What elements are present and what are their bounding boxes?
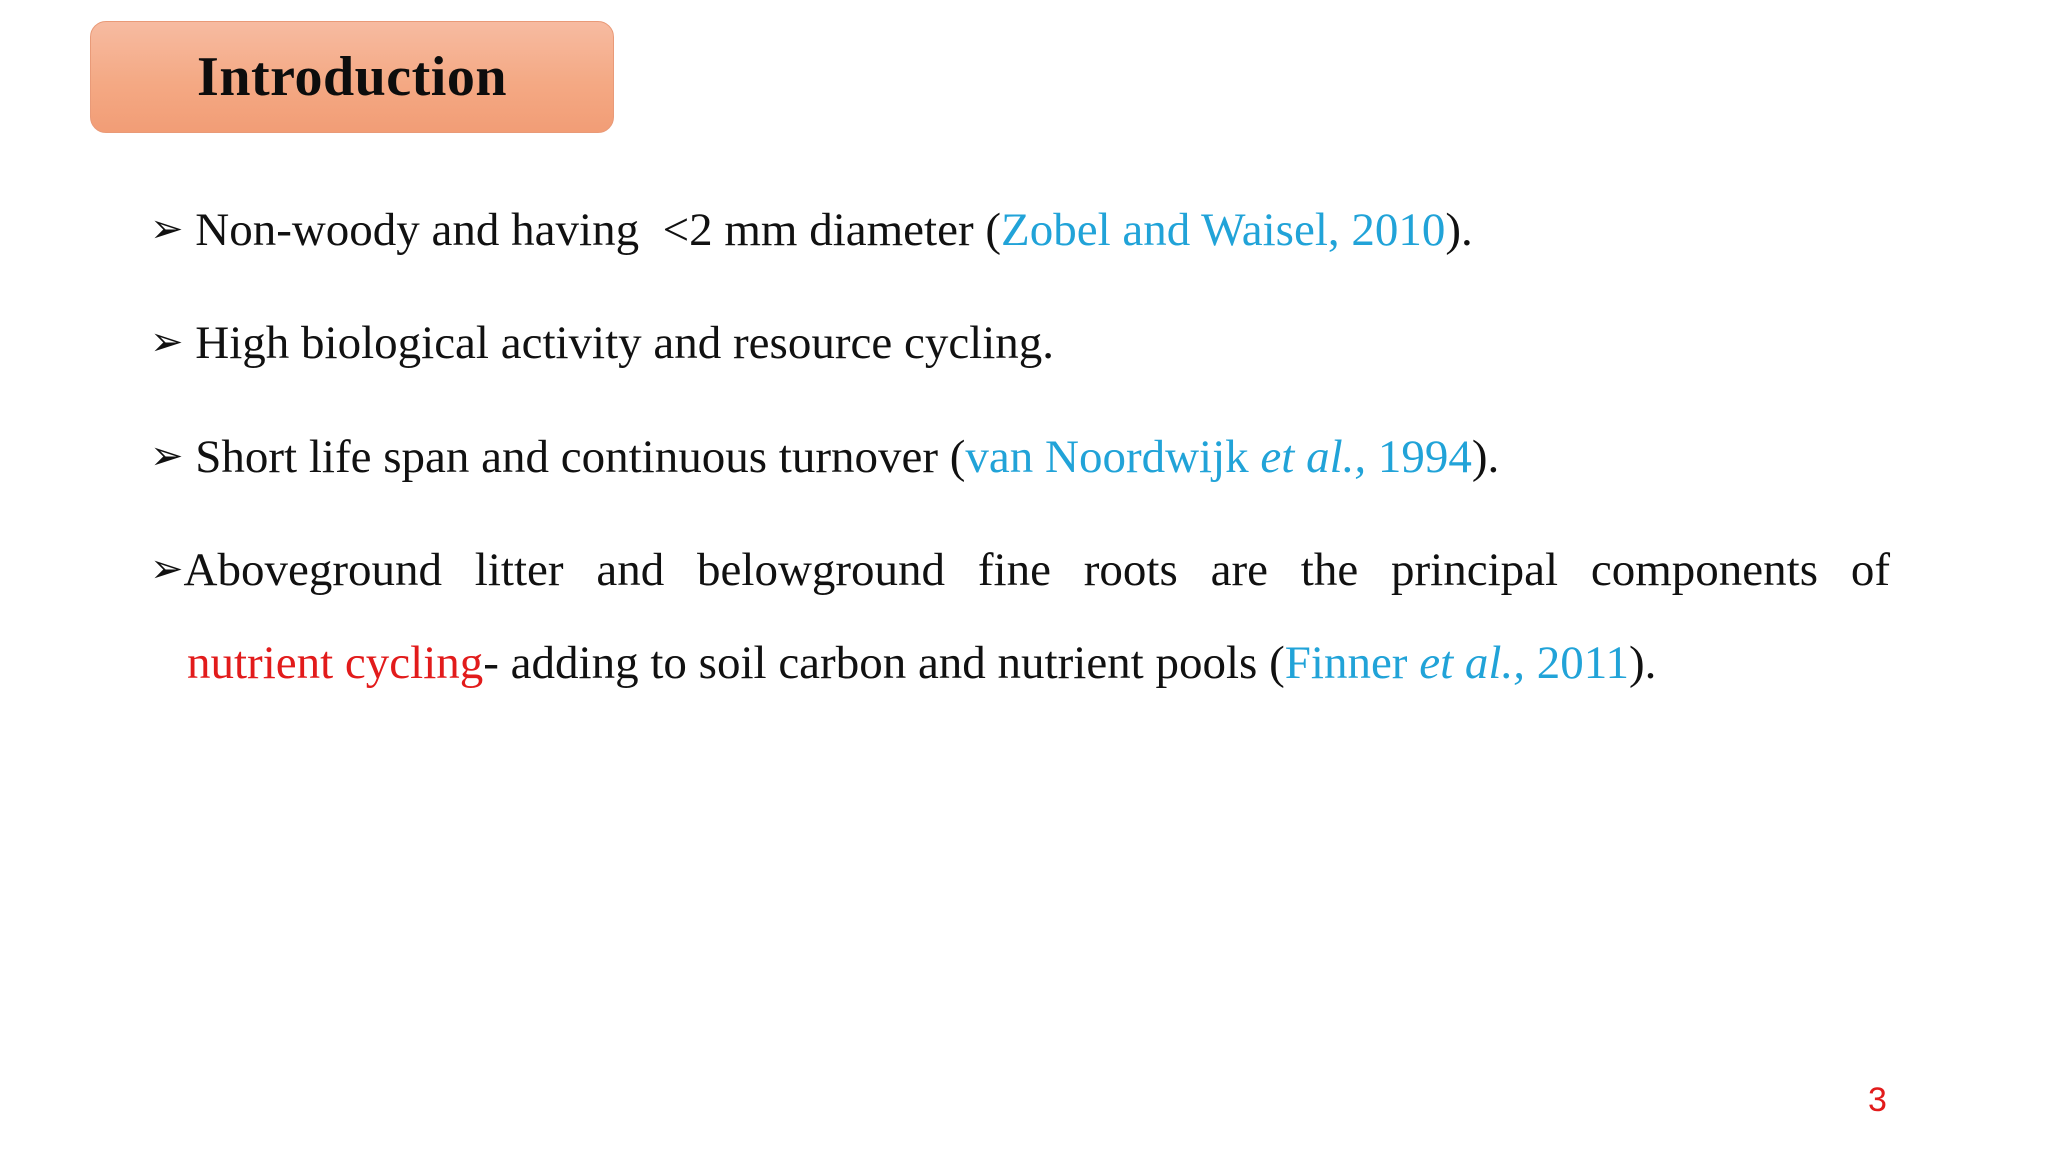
citation-et-al: et al., [1419, 637, 1525, 689]
bullet-2 [150, 317, 1055, 369]
citation-zobel: Zobel and Waisel, 2010 [1001, 204, 1446, 256]
title-box [90, 21, 614, 133]
bullet-3-close: ). [1471, 431, 1500, 483]
bullet-1-close: ). [1445, 204, 1473, 256]
slide-title: Introduction [197, 46, 507, 108]
bullet-4-line-2 [187, 637, 1657, 689]
citation-et-al: et al., [1260, 431, 1367, 483]
bullet-4-word: principal [1391, 544, 1559, 596]
citation-author: Finner [1284, 637, 1420, 689]
bullet-4-word: and [596, 544, 665, 596]
bullet-4-first-word: Aboveground [183, 544, 442, 596]
bullet-4-line-1 [150, 544, 1890, 596]
arrow-bullet-icon: ➢ [150, 433, 184, 479]
citation-finner [1285, 637, 1629, 689]
bullet-1-text: Non-woody and having <2 mm diameter ( [183, 204, 1002, 256]
bullet-4-word: of [1850, 544, 1890, 596]
bullet-4-word: components [1590, 544, 1819, 596]
bullet-4-word: belowground [697, 544, 946, 596]
page-number: 3 [1868, 1081, 1887, 1119]
citation-year: 2011 [1524, 637, 1629, 689]
arrow-bullet-icon: ➢ [150, 319, 184, 365]
citation-author: van Noordwijk [965, 431, 1261, 483]
citation-year: 1994 [1366, 431, 1472, 483]
highlight-nutrient-cycling: nutrient cycling [187, 637, 484, 689]
bullet-4-word: roots [1083, 544, 1178, 596]
bullet-4-close: ). [1628, 637, 1657, 689]
bullet-2-text: High biological activity and resource cycling. [183, 317, 1055, 369]
bullet-4-words [150, 544, 1890, 596]
bullet-4-word: litter [474, 544, 564, 596]
arrow-bullet-icon: ➢ [150, 546, 184, 592]
bullet-4-word: are [1210, 544, 1268, 596]
bullet-3 [150, 431, 1500, 483]
bullet-4-text: - adding to soil carbon and nutrient pools ( [483, 637, 1285, 689]
bullet-4-word: the [1300, 544, 1359, 596]
citation-van-noordwijk [965, 431, 1472, 483]
bullet-4-lead [150, 544, 442, 596]
bullet-4-word: fine [977, 544, 1051, 596]
bullet-1 [150, 204, 1473, 256]
arrow-bullet-icon: ➢ [150, 206, 184, 252]
bullet-3-text: Short life span and continuous turnover ( [183, 431, 966, 483]
